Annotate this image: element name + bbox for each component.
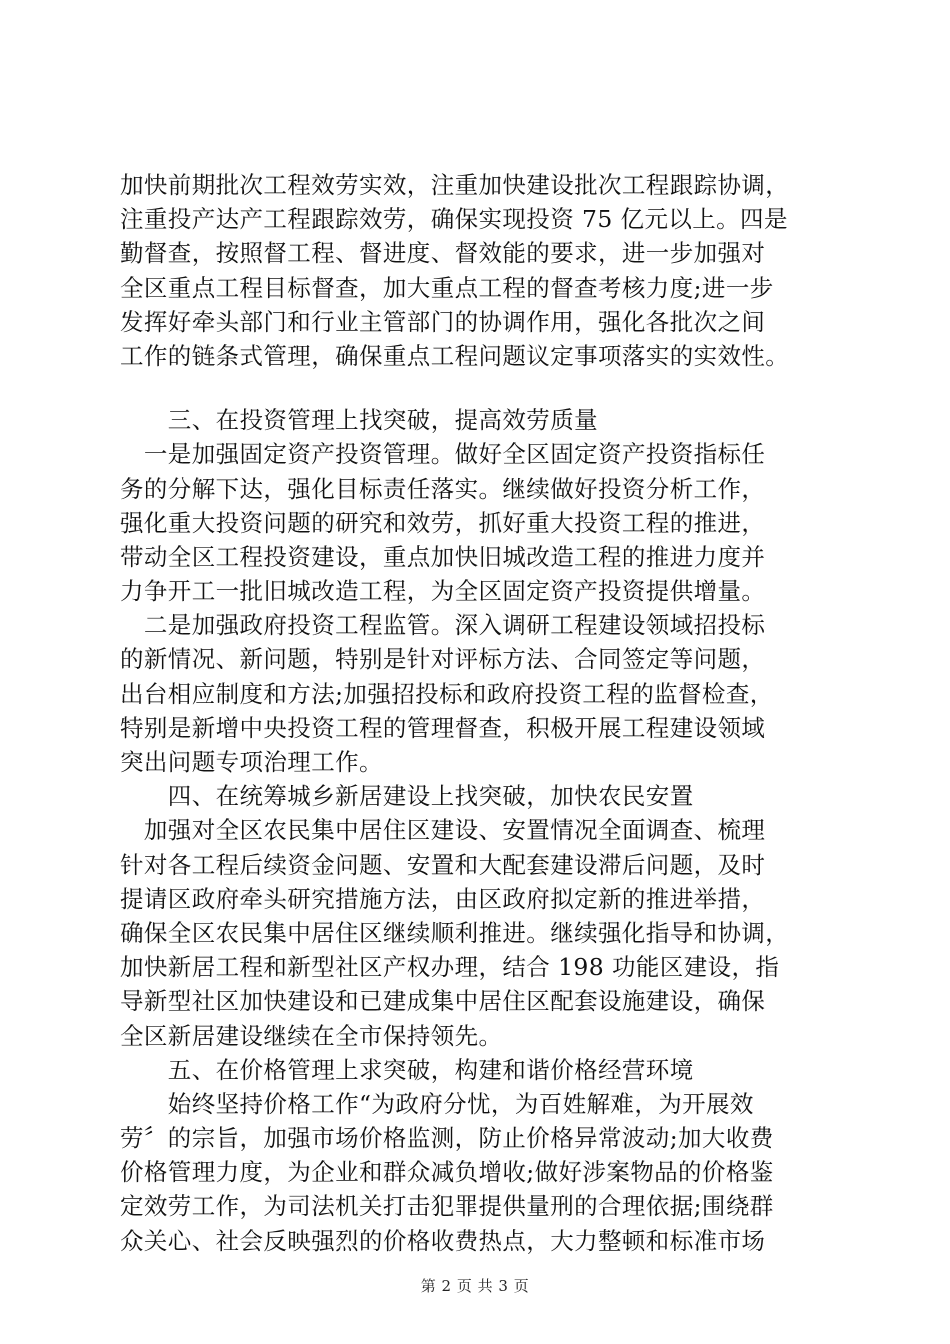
text-line: 价格管理力度，为企业和群众减负增收;做好涉案物品的价格鉴 bbox=[120, 1158, 774, 1187]
text-line: 工作的链条式管理，确保重点工程问题议定事项落实的实效性。 bbox=[120, 341, 790, 370]
text-line: 勤督查，按照督工程、督进度、督效能的要求，进一步加强对 bbox=[120, 239, 766, 268]
text-line: 注重投产达产工程跟踪效劳，确保实现投资 75 亿元以上。四是 bbox=[120, 205, 788, 234]
text-line: 务的分解下达，强化目标责任落实。继续做好投资分析工作， bbox=[120, 474, 766, 503]
text-line: 众关心、社会反映强烈的价格收费热点，大力整顿和标准市场 bbox=[120, 1226, 766, 1255]
text-line: 针对各工程后续资金问题、安置和大配套建设滞后问题，及时 bbox=[120, 850, 766, 879]
text-line: 劳〞的宗旨，加强市场价格监测，防止价格异常波动;加大收费 bbox=[120, 1124, 774, 1153]
paragraph-gap bbox=[120, 373, 840, 403]
text-line: 加快新居工程和新型社区产权办理，结合 198 功能区建设，指 bbox=[120, 953, 780, 982]
text-line: 一是加强固定资产投资管理。做好全区固定资产投资指标任 bbox=[120, 440, 766, 469]
body-text bbox=[120, 168, 840, 1258]
text-line: 导新型社区加快建设和已建成集中居住区配套设施建设，确保 bbox=[120, 987, 766, 1016]
page-number-footer: 第 2 页 共 3 页 bbox=[420, 1277, 530, 1295]
text-line: 发挥好牵头部门和行业主管部门的协调作用，强化各批次之间 bbox=[120, 307, 766, 336]
section-heading: 三、在投资管理上找突破，提高效劳质量 bbox=[120, 406, 598, 435]
section-heading: 五、在价格管理上求突破，构建和谐价格经营环境 bbox=[120, 1055, 694, 1084]
text-line: 强化重大投资问题的研究和效劳，抓好重大投资工程的推进， bbox=[120, 508, 766, 537]
text-line: 始终坚持价格工作“为政府分忧，为百姓解难，为开展效 bbox=[120, 1089, 754, 1118]
section-heading: 四、在统筹城乡新居建设上找突破，加快农民安置 bbox=[120, 782, 694, 811]
text-line: 确保全区农民集中居住区继续顺利推进。继续强化指导和协调， bbox=[120, 918, 790, 947]
text-line: 带动全区工程投资建设，重点加快旧城改造工程的推进力度并 bbox=[120, 542, 766, 571]
text-line: 特别是新增中央投资工程的管理督查，积极开展工程建设领域 bbox=[120, 713, 766, 742]
text-line: 全区新居建设继续在全市保持领先。 bbox=[120, 1021, 503, 1050]
text-line: 出台相应制度和方法;加强招投标和政府投资工程的监督检查， bbox=[120, 679, 774, 708]
text-line: 全区重点工程目标督查，加大重点工程的督查考核力度;进一步 bbox=[120, 273, 774, 302]
text-line: 的新情况、新问题，特别是针对评标方法、合同签定等问题， bbox=[120, 645, 766, 674]
text-line: 提请区政府牵头研究措施方法，由区政府拟定新的推进举措， bbox=[120, 884, 766, 913]
text-line: 突出问题专项治理工作。 bbox=[120, 748, 383, 776]
text-line: 加强对全区农民集中居住区建设、安置情况全面调查、梳理 bbox=[120, 816, 766, 845]
text-line: 二是加强政府投资工程监管。深入调研工程建设领域招投标 bbox=[120, 611, 766, 640]
text-line: 力争开工一批旧城改造工程，为全区固定资产投资提供增量。 bbox=[120, 577, 766, 606]
text-line: 定效劳工作，为司法机关打击犯罪提供量刑的合理依据;围绕群 bbox=[120, 1192, 774, 1221]
text-line: 加快前期批次工程效劳实效，注重加快建设批次工程跟踪协调， bbox=[120, 171, 790, 199]
